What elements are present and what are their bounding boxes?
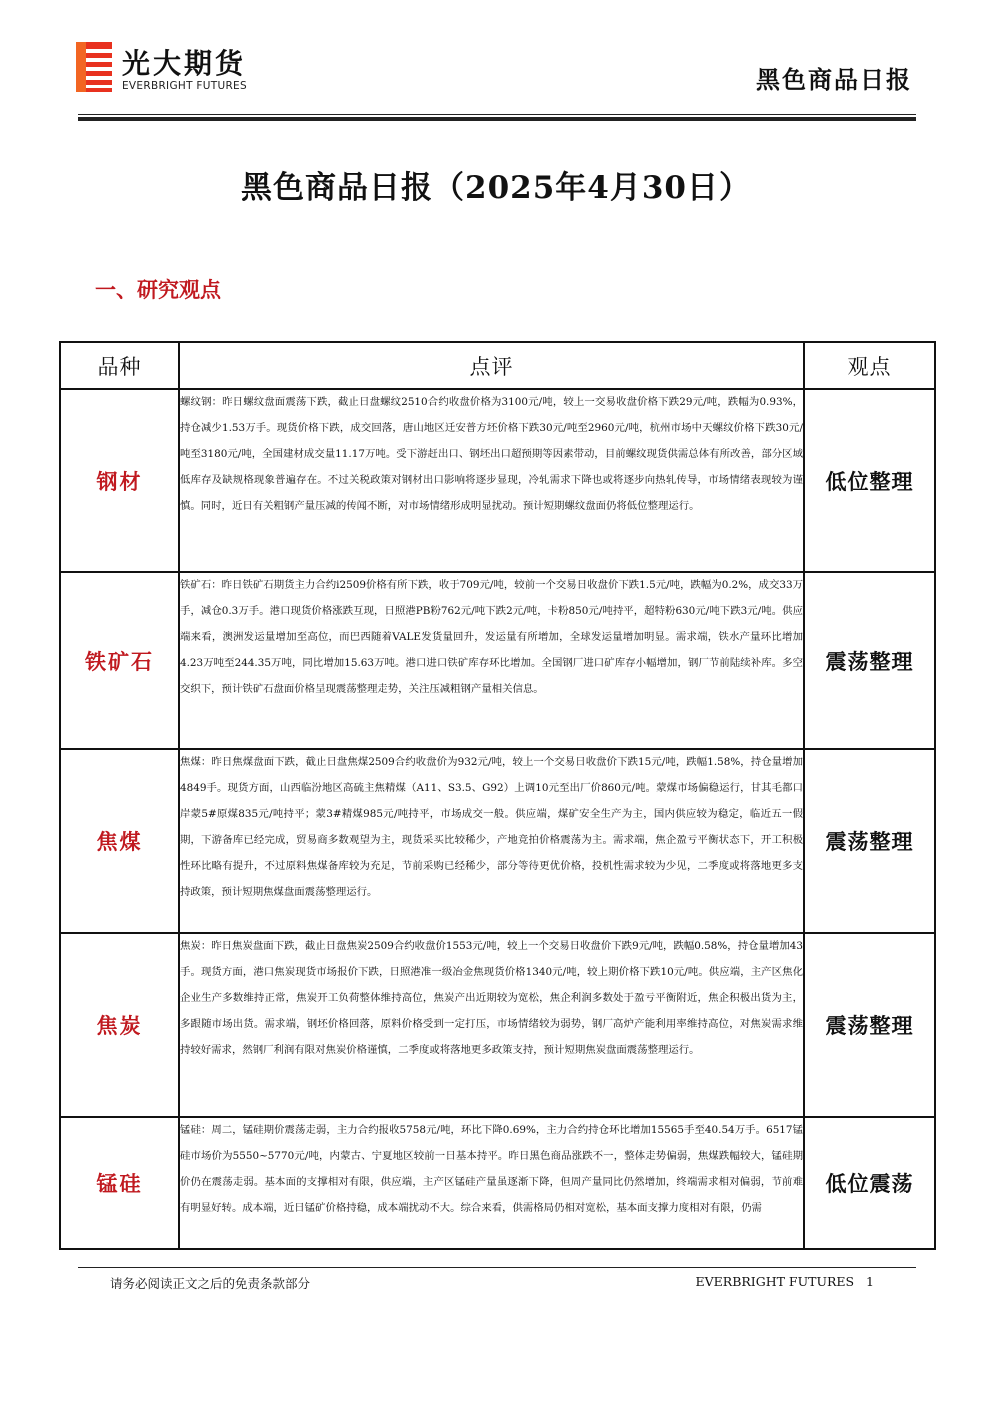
footer-brand: EVERBRIGHT FUTURES [695, 1274, 855, 1289]
logo-company-name: 光大期货 [122, 47, 247, 80]
document-title: 黑色商品日报（2025年4月30日） [241, 170, 751, 206]
header-divider-thick [78, 117, 916, 121]
view-cell: 震荡整理 [804, 933, 935, 1117]
variety-cell: 焦炭 [60, 933, 179, 1117]
table-row [60, 1117, 935, 1249]
logo-company-name-en: EVERBRIGHT FUTURES [122, 80, 247, 92]
table-header-row [60, 342, 935, 389]
comment-text: 焦煤：昨日焦煤盘面下跌，截止日盘焦煤2509合约收盘价为932元/吨，较上一个交易日收盘价下跌15元/吨，跌幅1.58%，持仓量增加4849手。现货方面，山西临汾地区高硫主焦精煤（A11、S3.5、G92）上调10元至出厂价860元/吨。蒙煤市场偏稳运行，甘其毛都口岸蒙5#原煤835元/吨持平；蒙3#精煤985元/吨持平，市场成交一般。供应端，煤矿安全生产为主，国内供应较为稳定，临近五一假期，下游备库已经完成，贸易商多数观望为主，现货采买比较稀少，产地竞拍价格震荡为主。需求端，焦企盈亏平衡状态下，开工积极性环比略有提升，不过原料焦煤备库较为充足，节前采购已经稀少，部分等待更优价格，投机性需求较为少见，二季度或将落地更多支持政策，预计短期焦煤盘面震荡整理运行。 [180, 756, 803, 898]
variety-cell: 焦煤 [60, 749, 179, 933]
variety-cell: 铁矿石 [60, 572, 179, 749]
table-row [60, 933, 935, 1117]
comment-text: 螺纹钢：昨日螺纹盘面震荡下跌，截止日盘螺纹2510合约收盘价格为3100元/吨，较上一交易收盘价格下跌29元/吨，跌幅为0.93%，持仓减少1.53万手。现货价格下跌，成交回落，唐山地区迁安普方坯价格下跌30元/吨至2960元/吨，杭州市场中天螺纹价格下跌30元/吨至3180元/吨，全国建材成交量11.17万吨。受下游赶出口、钢坯出口超预期等因素带动，目前螺纹现货供需总体有所改善，部分区域低库存及缺规格现象普遍存在。不过关税政策对钢材出口影响将逐步显现，冷轧需求下降也或将逐步向热轧传导，市场情绪表现较为谨慎。同时，近日有关粗钢产量压减的传闻不断，对市场情绪形成明显扰动。预计短期螺纹盘面仍将低位整理运行。 [180, 396, 803, 512]
comment-cell [179, 933, 804, 1117]
footer-brand-page [696, 1274, 874, 1289]
research-view-table [59, 341, 936, 1250]
table-row [60, 749, 935, 933]
view-cell: 低位整理 [804, 389, 935, 572]
section-heading: 一、研究观点 [95, 277, 221, 302]
view-cell: 震荡整理 [804, 749, 935, 933]
variety-cell: 锰硅 [60, 1117, 179, 1249]
column-header-comment: 点评 [179, 342, 804, 389]
view-cell: 震荡整理 [804, 572, 935, 749]
comment-cell [179, 389, 804, 572]
company-logo-icon [76, 42, 112, 92]
footer-divider [78, 1267, 916, 1268]
footer-disclaimer: 请务必阅读正文之后的免责条款部分 [110, 1276, 311, 1291]
company-logo [76, 40, 286, 96]
column-header-variety: 品种 [60, 342, 179, 389]
comment-cell [179, 1117, 804, 1249]
table-row [60, 572, 935, 749]
variety-cell: 钢材 [60, 389, 179, 572]
header-divider-thin [78, 114, 916, 115]
comment-text: 铁矿石：昨日铁矿石期货主力合约i2509价格有所下跌，收于709元/吨，较前一个交易日收盘价下跌1.5元/吨，跌幅为0.2%，成交33万手，减仓0.3万手。港口现货价格涨跌互现，日照港PB粉762元/吨下跌2元/吨，卡粉850元/吨持平，超特粉630元/吨下跌3元/吨。供应端来看，澳洲发运量增加至高位，而巴西随着VALE发货量回升，发运量有所增加，全球发运量增加明显。需求端，铁水产量环比增加4.23万吨至244.35万吨，同比增加15.63万吨。港口进口铁矿库存环比增加。全国钢厂进口矿库存小幅增加，钢厂节前陆续补库。多空交织下，预计铁矿石盘面价格呈现震荡整理走势，关注压减粗钢产量相关信息。 [180, 579, 803, 695]
page-number: 1 [866, 1274, 874, 1289]
view-cell: 低位震荡 [804, 1117, 935, 1249]
comment-cell [179, 749, 804, 933]
column-header-view: 观点 [804, 342, 935, 389]
table-row [60, 389, 935, 572]
comment-cell [179, 572, 804, 749]
comment-text: 锰硅：周二，锰硅期价震荡走弱，主力合约报收5758元/吨，环比下降0.69%，主力合约持仓环比增加15565手至40.54万手。6517锰硅市场价为5550~5770元/吨，内蒙古、宁夏地区较前一日基本持平。昨日黑色商品涨跌不一，整体走势偏弱，焦煤跌幅较大，锰硅期价仍在震荡走弱。基本面的支撑相对有限，供应端，主产区锰硅产量虽逐渐下降，但周产量同比仍然增加，终端需求相对偏弱，节前难有明显好转。成本端，近日锰矿价格持稳，成本端扰动不大。综合来看，供需格局仍相对宽松，基本面支撑力度相对有限，仍需 [180, 1124, 803, 1214]
comment-text: 焦炭：昨日焦炭盘面下跌，截止日盘焦炭2509合约收盘价1553元/吨，较上一个交易日收盘价下跌9元/吨，跌幅0.58%，持仓量增加43手。现货方面，港口焦炭现货市场报价下跌，日照港准一级冶金焦现货价格1340元/吨，较上期价格下跌10元/吨。供应端，主产区焦化企业生产多数维持正常，焦炭开工负荷整体维持高位，焦炭产出近期较为宽松，焦企利润多数处于盈亏平衡附近，焦企积极出货为主，多跟随市场出货。需求端，钢坯价格回落，原料价格受到一定打压，市场情绪较为弱势，钢厂高炉产能利用率维持高位，对焦炭需求维持较好需求，然钢厂利润有限对焦炭价格谨慎，二季度或将落地更多政策支持，预计短期焦炭盘面震荡整理运行。 [180, 940, 803, 1056]
header-report-title: 黑色商品日报 [756, 65, 912, 94]
